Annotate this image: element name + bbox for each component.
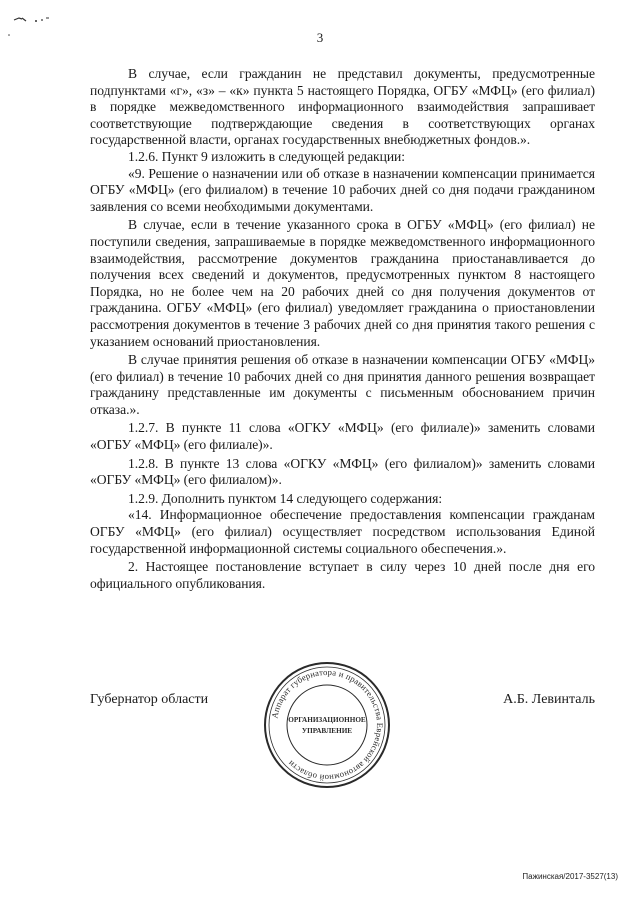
paragraph: 2. Настоящее постановление вступает в силу через 10 дней после дня его официального опубликования. bbox=[90, 559, 595, 591]
signer-title: Губернатор области bbox=[90, 692, 209, 707]
paragraph: 1.2.6. Пункт 9 изложить в следующей редакции: bbox=[128, 148, 406, 164]
paragraph: В случае, если в течение указанного срока в ОГБУ «МФЦ» (его филиал) не поступили сведения, запрашиваемые в порядке межведомственного информационного взаимодействия, рассмотрение документов гражданина приостанавливается до получения всех сведений и документов, предусмотренных пунктом 8 настоящего Порядка, но не более чем на 20 рабочих дней со дня получения документов от гражданина. ОГБУ «МФЦ» (его филиал) уведомляет гражданина о приостановлении рассмотрения документов в течение 3 рабочих дней со дня принятия такого решения с указанием оснований приостановления. bbox=[90, 217, 595, 349]
document-body bbox=[90, 66, 595, 592]
paragraph: «9. Решение о назначении или об отказе в назначении компенсации принимается ОГБУ «МФЦ» (его филиалом) в течение 10 рабочих дней со дня подачи гражданином заявления со всеми необходимыми документами. bbox=[90, 165, 595, 214]
page-number: 3 bbox=[316, 30, 324, 45]
seal-center-line1: ОРГАНИЗАЦИОННОЕ bbox=[288, 716, 366, 724]
paragraph: 1.2.9. Дополнить пунктом 14 следующего содержания: bbox=[128, 490, 443, 506]
paragraph: В случае, если гражданин не представил документы, предусмотренные подпунктами «г», «з» – «к» пункта 5 настоящего Порядка, ОГБУ «МФЦ» (его филиал) в порядке межведомственного информационного взаимодействия запрашивает соответствующие подтверждающие сведения в соответствующих органах государственной власти, органах государственных внебюджетных фондов.». bbox=[90, 66, 595, 148]
paragraph: 1.2.7. В пункте 11 слова «ОГКУ «МФЦ» (его филиале)» заменить словами «ОГБУ «МФЦ» (его филиале)». bbox=[90, 420, 595, 453]
official-seal bbox=[262, 660, 392, 790]
seal-ring-text: Аппарат губернатора и правительства Еврейской автономной области bbox=[269, 666, 386, 784]
paragraph: «14. Информационное обеспечение предоставления компенсации гражданам ОГБУ «МФЦ» (его филиал) осуществляет посредством использования Единой государственной информационной системы социального обеспечения.». bbox=[90, 507, 595, 556]
signer-name: А.Б. Левинталь bbox=[503, 692, 595, 707]
paragraph: 1.2.8. В пункте 13 слова «ОГКУ «МФЦ» (его филиалом)» заменить словами «ОГБУ «МФЦ» (его филиалом)». bbox=[90, 455, 595, 488]
document-footer-code: Пажинская/2017-3527(13) bbox=[522, 872, 618, 881]
seal-center-line2: УПРАВЛЕНИЕ bbox=[301, 727, 353, 735]
paragraph: В случае принятия решения об отказе в назначении компенсации ОГБУ «МФЦ» (его филиал) в течение 10 рабочих дней со дня принятия данного решения возвращает гражданину представленные им документы с письменным обоснованием причин отказа.». bbox=[90, 352, 595, 417]
